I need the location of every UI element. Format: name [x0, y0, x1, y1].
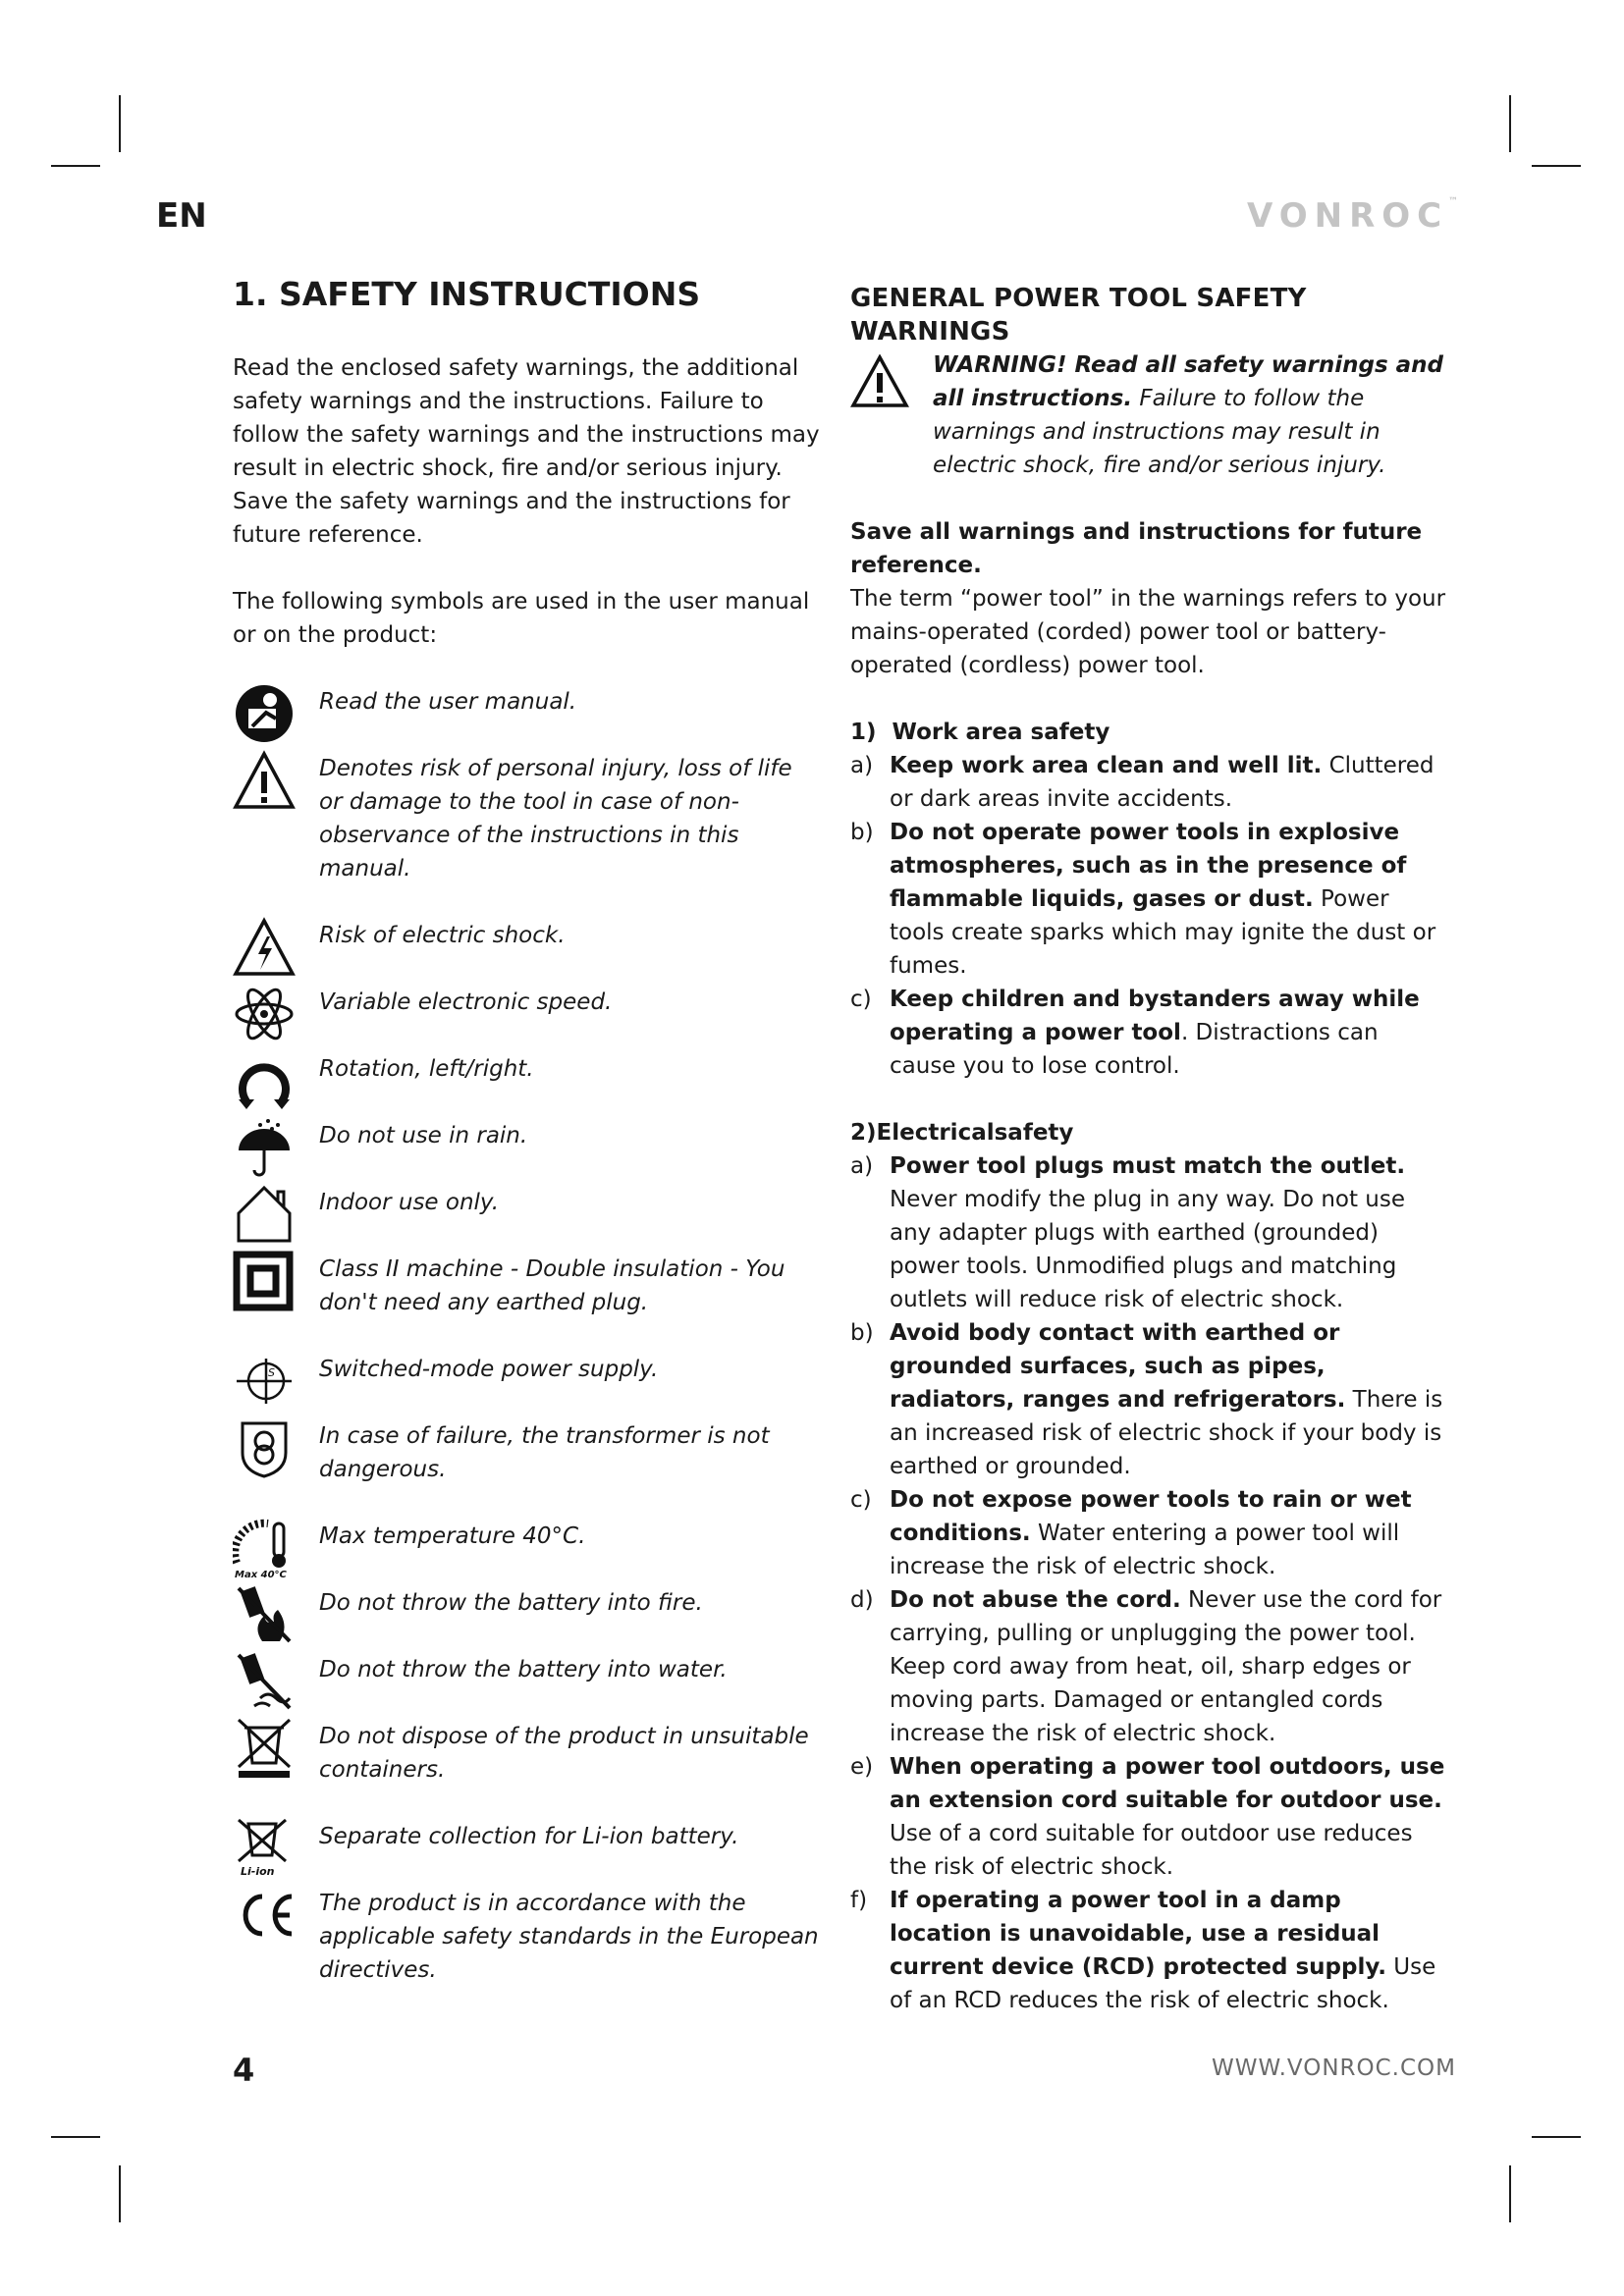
- crop-mark: [119, 2165, 121, 2222]
- symbol-item: In case of failure, the transformer is not dangerous.: [233, 1419, 822, 1486]
- crop-mark: [1532, 2136, 1581, 2138]
- save-instructions-heading: Save all warnings and instructions for future reference.: [850, 519, 1423, 578]
- ce-mark-icon: [233, 1885, 296, 1946]
- max-temperature-icon: [233, 1518, 296, 1578]
- rotation-icon: [233, 1050, 296, 1111]
- brand-logo: VONROC™: [1247, 196, 1459, 236]
- language-code: EN: [156, 196, 207, 236]
- symbol-item: Variable electronic speed.: [233, 986, 822, 1019]
- svg-text:Li-ion: Li-ion: [241, 1865, 275, 1878]
- website-url: WWW.VONROC.COM: [1212, 2056, 1456, 2081]
- crop-mark: [51, 165, 100, 167]
- symbol-item: Read the user manual.: [233, 685, 822, 719]
- symbol-list: [233, 685, 822, 1987]
- electrical-items: [850, 1149, 1449, 2017]
- warning-triangle-icon: [233, 750, 296, 811]
- symbol-item: The product is in accordance with the applicable safety standards in the European directives.: [233, 1887, 822, 1987]
- list-item: a) Power tool plugs must match the outlet. Never modify the plug in any way. Do not use any adapter plugs with earthed (grounded) power tools. Unmodified plugs and matching outlets will reduce risk of electric shock.: [850, 1153, 1406, 1312]
- list-item: c) Keep children and bystanders away while operating a power tool. Distractions can cause you to lose control.: [850, 987, 1420, 1079]
- symbol-item: Do not dispose of the product in unsuitable containers.: [233, 1720, 822, 1787]
- electric-shock-icon: [233, 917, 296, 978]
- left-column: [233, 275, 822, 2020]
- page-number: 4: [233, 2052, 255, 2089]
- right-column: [850, 282, 1449, 2017]
- list-item: f) If operating a power tool in a damp location is unavoidable, use a residual current device (RCD) protected supply. Use of an RCD reduces the risk of electric shock.: [850, 1888, 1436, 2013]
- warning-triangle-icon: [850, 354, 909, 409]
- intro-paragraph: Read the enclosed safety warnings, the additional safety warnings and the instructions. Failure to follow the safety warnings and the instructions may result in electric shock, fire and/or serious injury. Save the safety warnings and the instructions for future reference.: [233, 355, 820, 548]
- symbol-item: Denotes risk of personal injury, loss of life or damage to the tool in case of non-observance of the instructions in this manual.: [233, 752, 822, 885]
- crop-mark: [1509, 2165, 1511, 2222]
- section-title: 1. SAFETY INSTRUCTIONS: [233, 275, 701, 313]
- svg-text:Max 40°C: Max 40°C: [235, 1570, 287, 1578]
- symbol-item: Class II machine - Double insulation - You don't need any earthed plug.: [233, 1253, 822, 1319]
- symbol-item: S Switched-mode power supply.: [233, 1353, 822, 1386]
- read-manual-icon: [233, 683, 296, 744]
- switched-mode-icon: [233, 1351, 296, 1412]
- symbol-item: Max 40°C Max temperature 40°C.: [233, 1520, 822, 1553]
- symbols-intro: The following symbols are used in the user manual or on the product:: [233, 589, 810, 648]
- symbol-item: Do not throw the battery into fire.: [233, 1586, 822, 1620]
- house-icon: [233, 1184, 296, 1245]
- section-heading-electrical: 2)Electricalsafety: [850, 1120, 1074, 1146]
- list-item: d) Do not abuse the cord. Never use the cord for carrying, pulling or unplugging the power tool. Keep cord away from heat, oil, sharp edges or moving parts. Damaged or entangled cords increase the risk of electric shock.: [850, 1587, 1442, 1746]
- crossed-bin-icon: [233, 1718, 296, 1779]
- double-insulation-icon: [233, 1251, 296, 1311]
- warnings-title: GENERAL POWER TOOL SAFETY WARNINGS: [850, 284, 1307, 347]
- svg-text:S: S: [268, 1366, 275, 1379]
- list-item: a) Keep work area clean and well lit. Cluttered or dark areas invite accidents.: [850, 753, 1435, 812]
- symbol-item: Indoor use only.: [233, 1186, 822, 1219]
- symbol-item: Risk of electric shock.: [233, 919, 822, 952]
- list-item: b) Avoid body contact with earthed or grounded surfaces, such as pipes, radiators, ranges and refrigerators. There is an increased risk of electric shock if your body is earthed or grounded.: [850, 1320, 1443, 1479]
- symbol-item: Do not use in rain.: [233, 1119, 822, 1152]
- atom-icon: [233, 984, 296, 1044]
- crop-mark: [51, 2136, 100, 2138]
- general-warning: WARNING! Read all safety warnings and all instructions. Failure to follow the warnings and instructions may result in electric shock, fire and/or serious injury.: [850, 348, 1449, 482]
- list-item: b) Do not operate power tools in explosive atmospheres, such as in the presence of flammable liquids, gases or dust. Power tools create sparks which may ignite the dust or fumes.: [850, 820, 1436, 979]
- work-area-items: [850, 749, 1449, 1083]
- list-item: e) When operating a power tool outdoors, use an extension cord suitable for outdoor use. Use of a cord suitable for outdoor use reduces the risk of electric shock.: [850, 1754, 1445, 1880]
- term-definition: The term “power tool” in the warnings refers to your mains-operated (corded) power tool or battery-operated (cordless) power tool.: [850, 586, 1446, 678]
- list-item: c) Do not expose power tools to rain or wet conditions. Water entering a power tool will increase the risk of electric shock.: [850, 1487, 1412, 1579]
- symbol-item: Li-ion Separate collection for Li-ion battery.: [233, 1820, 822, 1853]
- crop-mark: [119, 95, 121, 152]
- crop-mark: [1509, 95, 1511, 152]
- section-heading-work-area: 1) Work area safety: [850, 720, 1110, 745]
- crop-mark: [1532, 165, 1581, 167]
- no-fire-icon: [233, 1584, 296, 1645]
- no-rain-icon: [233, 1117, 296, 1178]
- no-water-icon: [233, 1651, 296, 1712]
- transformer-icon: [233, 1417, 296, 1478]
- symbol-item: Do not throw the battery into water.: [233, 1653, 822, 1686]
- symbol-item: Rotation, left/right.: [233, 1052, 822, 1086]
- li-ion-bin-icon: [233, 1818, 296, 1879]
